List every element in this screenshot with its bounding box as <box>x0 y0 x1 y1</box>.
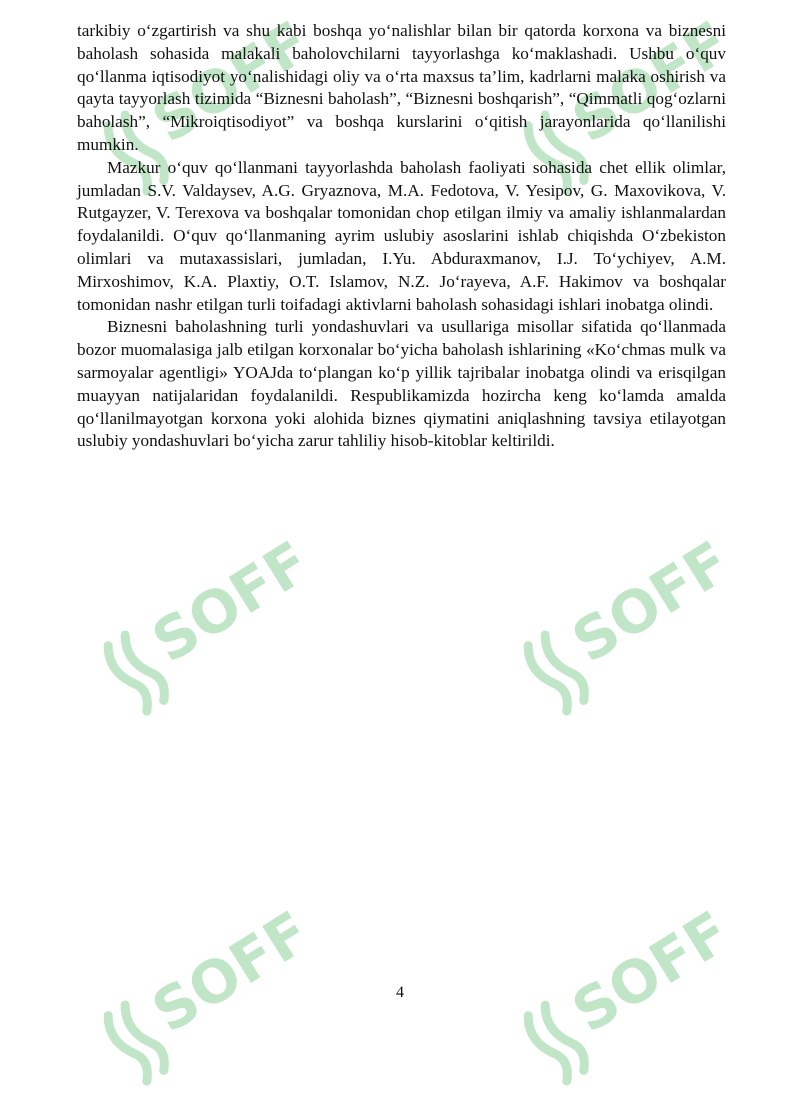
svg-text:SOFF: SOFF <box>560 897 742 1046</box>
svg-text:SOFF: SOFF <box>140 897 322 1046</box>
svg-text:SOFF: SOFF <box>560 7 742 156</box>
paragraph: Mazkur o‘quv qo‘llanmani tayyorlashda baholash faoliyati sohasida chet ellik olimlar, jumladan S.V. Valdaysev, A.G. Gryaznova, M.A. Fedotova, V. Yesipov, G. Maxovikova, V. Rutgayzer, V. Terexova va boshqalar tomonidan chop etilgan ilmiy va amaliy ishlanmalardan foydalanildi. O‘quv qo‘llanmaning ayrim uslubiy asoslarini ishlab chiqishda O‘zbekiston olimlari va mutaxassislari, jumladan, I.Yu. Abduraxmanov, I.J. To‘ychiyev, A.M. Mirxoshimov, K.A. Plaxtiy, O.T. Islamov, N.Z. Jo‘rayeva, A.F. Hakimov va boshqalar tomonidan nashr etilgan turli toifadagi aktivlarni baholash sohasidagi ishlari inobatga olindi. <box>77 157 726 314</box>
soff-watermark-logo <box>490 527 750 676</box>
svg-text:SOFF: SOFF <box>140 527 322 676</box>
svg-text:SOFF: SOFF <box>140 7 322 156</box>
soff-watermark-logo <box>490 897 750 1046</box>
soff-watermark-logo <box>70 897 330 1046</box>
body-text <box>77 20 726 453</box>
soff-watermark-logo <box>70 527 330 676</box>
page-number: 4 <box>396 984 404 1001</box>
paragraph: tarkibiy o‘zgartirish va shu kabi boshqa yo‘nalishlar bilan bir qatorda korxona va biznesni baholash sohasida malakali baholovchilarni tayyorlashga ko‘maklashadi. Ushbu o‘quv qo‘llanma iqtisodiyot yo‘nalishidagi oliy va o‘rta maxsus ta’lim, kadrlarni malaka oshirish va qayta tayyorlash tizimida “Biznesni baholash”, “Biznesni boshqarish”, “Qimmatli qog‘ozlarni baholash”, “Mikroiqtisodiyot” va boshqa kurslarini o‘qitish jarayonlarida qo‘llanilishi mumkin. <box>77 21 726 154</box>
svg-text:SOFF: SOFF <box>560 527 742 676</box>
paragraph: Biznesni baholashning turli yondashuvlari va usullariga misollar sifatida qo‘llanmada bozor muomalasiga jalb etilgan korxonalar bo‘yicha baholash ishlarining «Ko‘chmas mulk va sarmoyalar agentligi» YOAJda to‘plangan ko‘p yillik tajribalar inobatga olindi va erisqilgan muayyan natijalaridan foydalanildi. Respublikamizda hozircha keng ko‘lamda amalda qo‘llanilmayotgan korxona yoki alohida biznes qiymatini aniqlashning tavsiya etilayotgan uslubiy yondashuvlari bo‘yicha zarur tahliliy hisob-kitoblar keltirildi. <box>77 317 726 451</box>
